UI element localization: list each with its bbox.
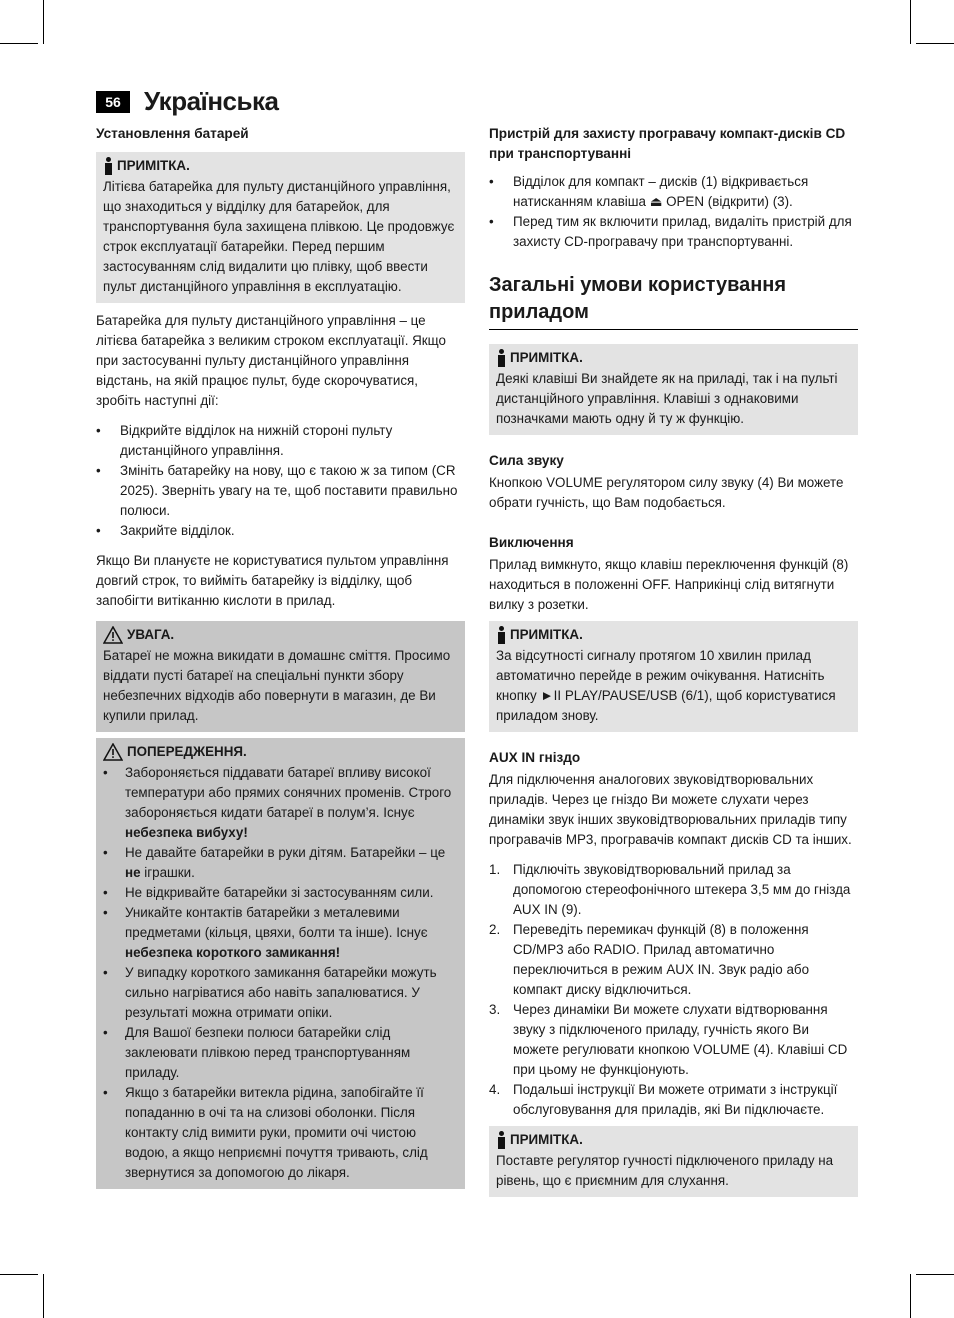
list-item-text: Підключіть звуковідтворювальний прилад за допомогою стереофонічного штекера 3,5 мм до гнізда AUX IN (9). bbox=[513, 862, 851, 917]
bullet-list bbox=[96, 421, 465, 541]
paragraph: Якщо Ви плануєте не користуватися пультом управління довгий строк, то вийміть батарейку із відділку, щоб запобігти витіканню кислоти в прилад. bbox=[96, 553, 449, 608]
note-title bbox=[496, 625, 851, 645]
list-item: • Закрийте відділок. bbox=[96, 521, 465, 541]
note-text: Деякі клавіші Ви знайдете як на приладі, так і на пульті дистанційного управління. Клавіші з однаковими позначками мають одну й ту ж функцію. bbox=[496, 371, 838, 426]
warning-triangle-icon bbox=[103, 743, 123, 761]
bullet-list bbox=[489, 172, 858, 252]
list-item bbox=[103, 843, 458, 883]
note-box bbox=[489, 621, 858, 732]
list-item-emphasis: небезпека короткого замикання! bbox=[125, 945, 341, 960]
info-icon bbox=[496, 626, 507, 644]
subheading-aux-in: AUX IN гніздо bbox=[489, 750, 581, 765]
list-item-text: Забороняється піддавати батареї впливу високої температури або прямих сонячних променів. Строго забороняється кидати батареї в полум’я. Існує bbox=[125, 765, 452, 820]
right-column bbox=[489, 124, 858, 1203]
list-item bbox=[489, 1000, 858, 1080]
paragraph: Батарейка для пульту дистанційного управління – це літієва батарейка з великим строком експлуатації. Якщо при застосуванні пульту дистанційного управління відстань, на якій працює пульт, буде скорочуватися, зробіть наступні дії: bbox=[96, 313, 446, 408]
list-item-text: Відділок для компакт – дисків (1) відкривається натисканням клавіша bbox=[513, 174, 809, 209]
list-number: 4. bbox=[489, 1082, 501, 1097]
list-item: • Якщо з батарейки витекла рідина, запобігайте її попаданню в очі та на слизові оболонки. Після контакту слід вимити руки, промити очі чистою водою, а якщо неприємні почуття тривають, слід звернутися за допомогою до лікаря. bbox=[103, 1083, 458, 1183]
list-item: • У випадку короткого замикання батарейки можуть сильно нагріватися або навіть запалюватися. У результаті можна отримати опіки. bbox=[103, 963, 458, 1023]
note-title-text: ПРИМІТКА. bbox=[510, 350, 583, 365]
section-title-general-use: Загальні умови користування приладом bbox=[489, 264, 858, 330]
left-column bbox=[96, 124, 465, 1195]
list-number: 1. bbox=[489, 862, 501, 877]
crop-mark bbox=[916, 1274, 954, 1275]
note-title-text: ПРИМІТКА. bbox=[510, 1132, 583, 1147]
note-box bbox=[489, 1126, 858, 1197]
list-item-text: Не давайте батарейки в руки дітям. Батарейки – це bbox=[125, 845, 446, 860]
note-text-part: PLAY/PAUSE/USB (6/1), щоб користуватися приладом знову. bbox=[496, 688, 836, 723]
list-item-text: OPEN (відкрити) (3). bbox=[662, 194, 793, 209]
note-text-part: За відсутності сигналу протягом 10 хвилин прилад автоматично перейде в режим очікування. Натисніть кнопку bbox=[496, 648, 825, 703]
list-item bbox=[103, 903, 458, 963]
list-item-emphasis: небезпека вибуху! bbox=[125, 825, 248, 840]
list-item: • Відкрийте відділок на нижній стороні пульту дистанційного управління. bbox=[96, 421, 465, 461]
note-title bbox=[103, 156, 458, 176]
subheading-switch-off: Виключення bbox=[489, 535, 574, 550]
crop-mark bbox=[43, 0, 44, 44]
list-item: • Перед тим як включити прилад, видаліть пристрій для захисту CD-програвачу при транспортуванні. bbox=[489, 212, 858, 252]
note-text: Поставте регулятор гучності підключеного приладу на рівень, що є приємним для слухання. bbox=[496, 1153, 834, 1188]
warning-title bbox=[103, 742, 458, 762]
note-text bbox=[496, 646, 851, 726]
list-item bbox=[103, 763, 458, 843]
list-item-text: Переведіть перемикач функцій (8) в положення CD/MP3 або RADIO. Прилад автоматично переключиться в режим AUX IN. Звук радіо або компакт диску відключиться. bbox=[513, 922, 810, 997]
paragraph: Кнопкою VOLUME регулятором силу звуку (4) Ви можете обрати гучність, що Вам подобається. bbox=[489, 475, 844, 510]
caution-title bbox=[103, 625, 458, 645]
note-box bbox=[96, 152, 465, 303]
list-number: 3. bbox=[489, 1002, 501, 1017]
paragraph: Прилад вимкнуто, якщо клавіш переключення функцій (8) находиться в положенні OFF. Наприкінці слід витягнути вилку з розетки. bbox=[489, 557, 849, 612]
paragraph: Для підключення аналогових звуковідтворювальних приладів. Через це гніздо Ви можете слухати через динаміки звук інших звуковідтворювальних приладів типу програвачів MP3, програвачів компакт дисків CD та інших. bbox=[489, 772, 852, 847]
warning-title-text: ПОПЕРЕДЖЕННЯ. bbox=[127, 744, 247, 759]
list-item-text: Через динаміки Ви можете слухати відтворювання звуку з підключеного приладу, гучність якого Ви можете регулювати кнопкою VOLUME (4). Клавіші CD при цьому не функціонують. bbox=[513, 1002, 848, 1077]
note-title bbox=[496, 348, 851, 368]
note-text: Літієва батарейка для пульту дистанційного управління, що знаходиться у відділку для батарейок, для транспортування була захищена плівкою. Це продовжує строк експлуатації батарейки. Перед першим застосуванням слід видалити цю плівку, щоб ввести пульт дистанційного управління в експлуатацію. bbox=[103, 179, 455, 294]
list-item: • Не відкривайте батарейки зі застосуванням сили. bbox=[103, 883, 458, 903]
info-icon bbox=[103, 157, 114, 175]
info-icon bbox=[496, 349, 507, 367]
warning-box bbox=[96, 738, 465, 1189]
page-header bbox=[96, 86, 278, 117]
crop-mark bbox=[910, 0, 911, 44]
note-title bbox=[496, 1130, 851, 1150]
caution-title-text: УВАГА. bbox=[127, 627, 175, 642]
list-item bbox=[489, 860, 858, 920]
section-title-transport-protection: Пристрій для захисту програвачу компакт-дисків CD при транспортуванні bbox=[489, 126, 846, 161]
info-icon bbox=[496, 1131, 507, 1149]
list-item: • Для Вашої безпеки полюси батарейки слід заклеювати плівкою перед транспортуванням приладу. bbox=[103, 1023, 458, 1083]
caution-box bbox=[96, 621, 465, 732]
list-item-text: Подальші інструкції Ви можете отримати з інструкції обслуговування для приладів, які Ви підключаєте. bbox=[513, 1082, 838, 1117]
warning-list bbox=[103, 763, 458, 1183]
list-item bbox=[489, 920, 858, 1000]
note-box bbox=[489, 344, 858, 435]
list-item bbox=[489, 172, 858, 212]
crop-mark bbox=[43, 1274, 44, 1318]
page-number: 56 bbox=[96, 91, 130, 113]
play-pause-icon: ►II bbox=[540, 688, 562, 703]
list-item-emphasis: не bbox=[125, 865, 141, 880]
crop-mark bbox=[0, 43, 38, 44]
caution-text: Батареї не можна викидати в домашнє сміття. Просимо віддати пусті батареї на спеціальні пункти збору небезпечних відходів або повернути в магазин, де Ви купили прилад. bbox=[103, 648, 451, 723]
list-item-text: Уникайте контактів батарейки з металевими предметами (кільця, цвяхи, болти та інше). Існує bbox=[125, 905, 428, 940]
crop-mark bbox=[910, 1274, 911, 1318]
page-title: Українська bbox=[144, 86, 279, 116]
subheading-volume: Сила звуку bbox=[489, 453, 564, 468]
eject-icon: ⏏ bbox=[649, 194, 663, 209]
crop-mark bbox=[0, 1274, 38, 1275]
note-title-text: ПРИМІТКА. bbox=[510, 627, 583, 642]
crop-mark bbox=[916, 43, 954, 44]
section-title-batteries: Установлення батарей bbox=[96, 126, 249, 141]
list-item: • Змініть батарейку на нову, що є такою ж за типом (CR 2025). Зверніть увагу на те, щоб поставити правильно полюси. bbox=[96, 461, 465, 521]
numbered-list bbox=[489, 860, 858, 1120]
warning-triangle-icon bbox=[103, 626, 123, 644]
list-item bbox=[489, 1080, 858, 1120]
list-number: 2. bbox=[489, 922, 501, 937]
note-title-text: ПРИМІТКА. bbox=[117, 158, 190, 173]
list-item-text: іграшки. bbox=[140, 865, 195, 880]
